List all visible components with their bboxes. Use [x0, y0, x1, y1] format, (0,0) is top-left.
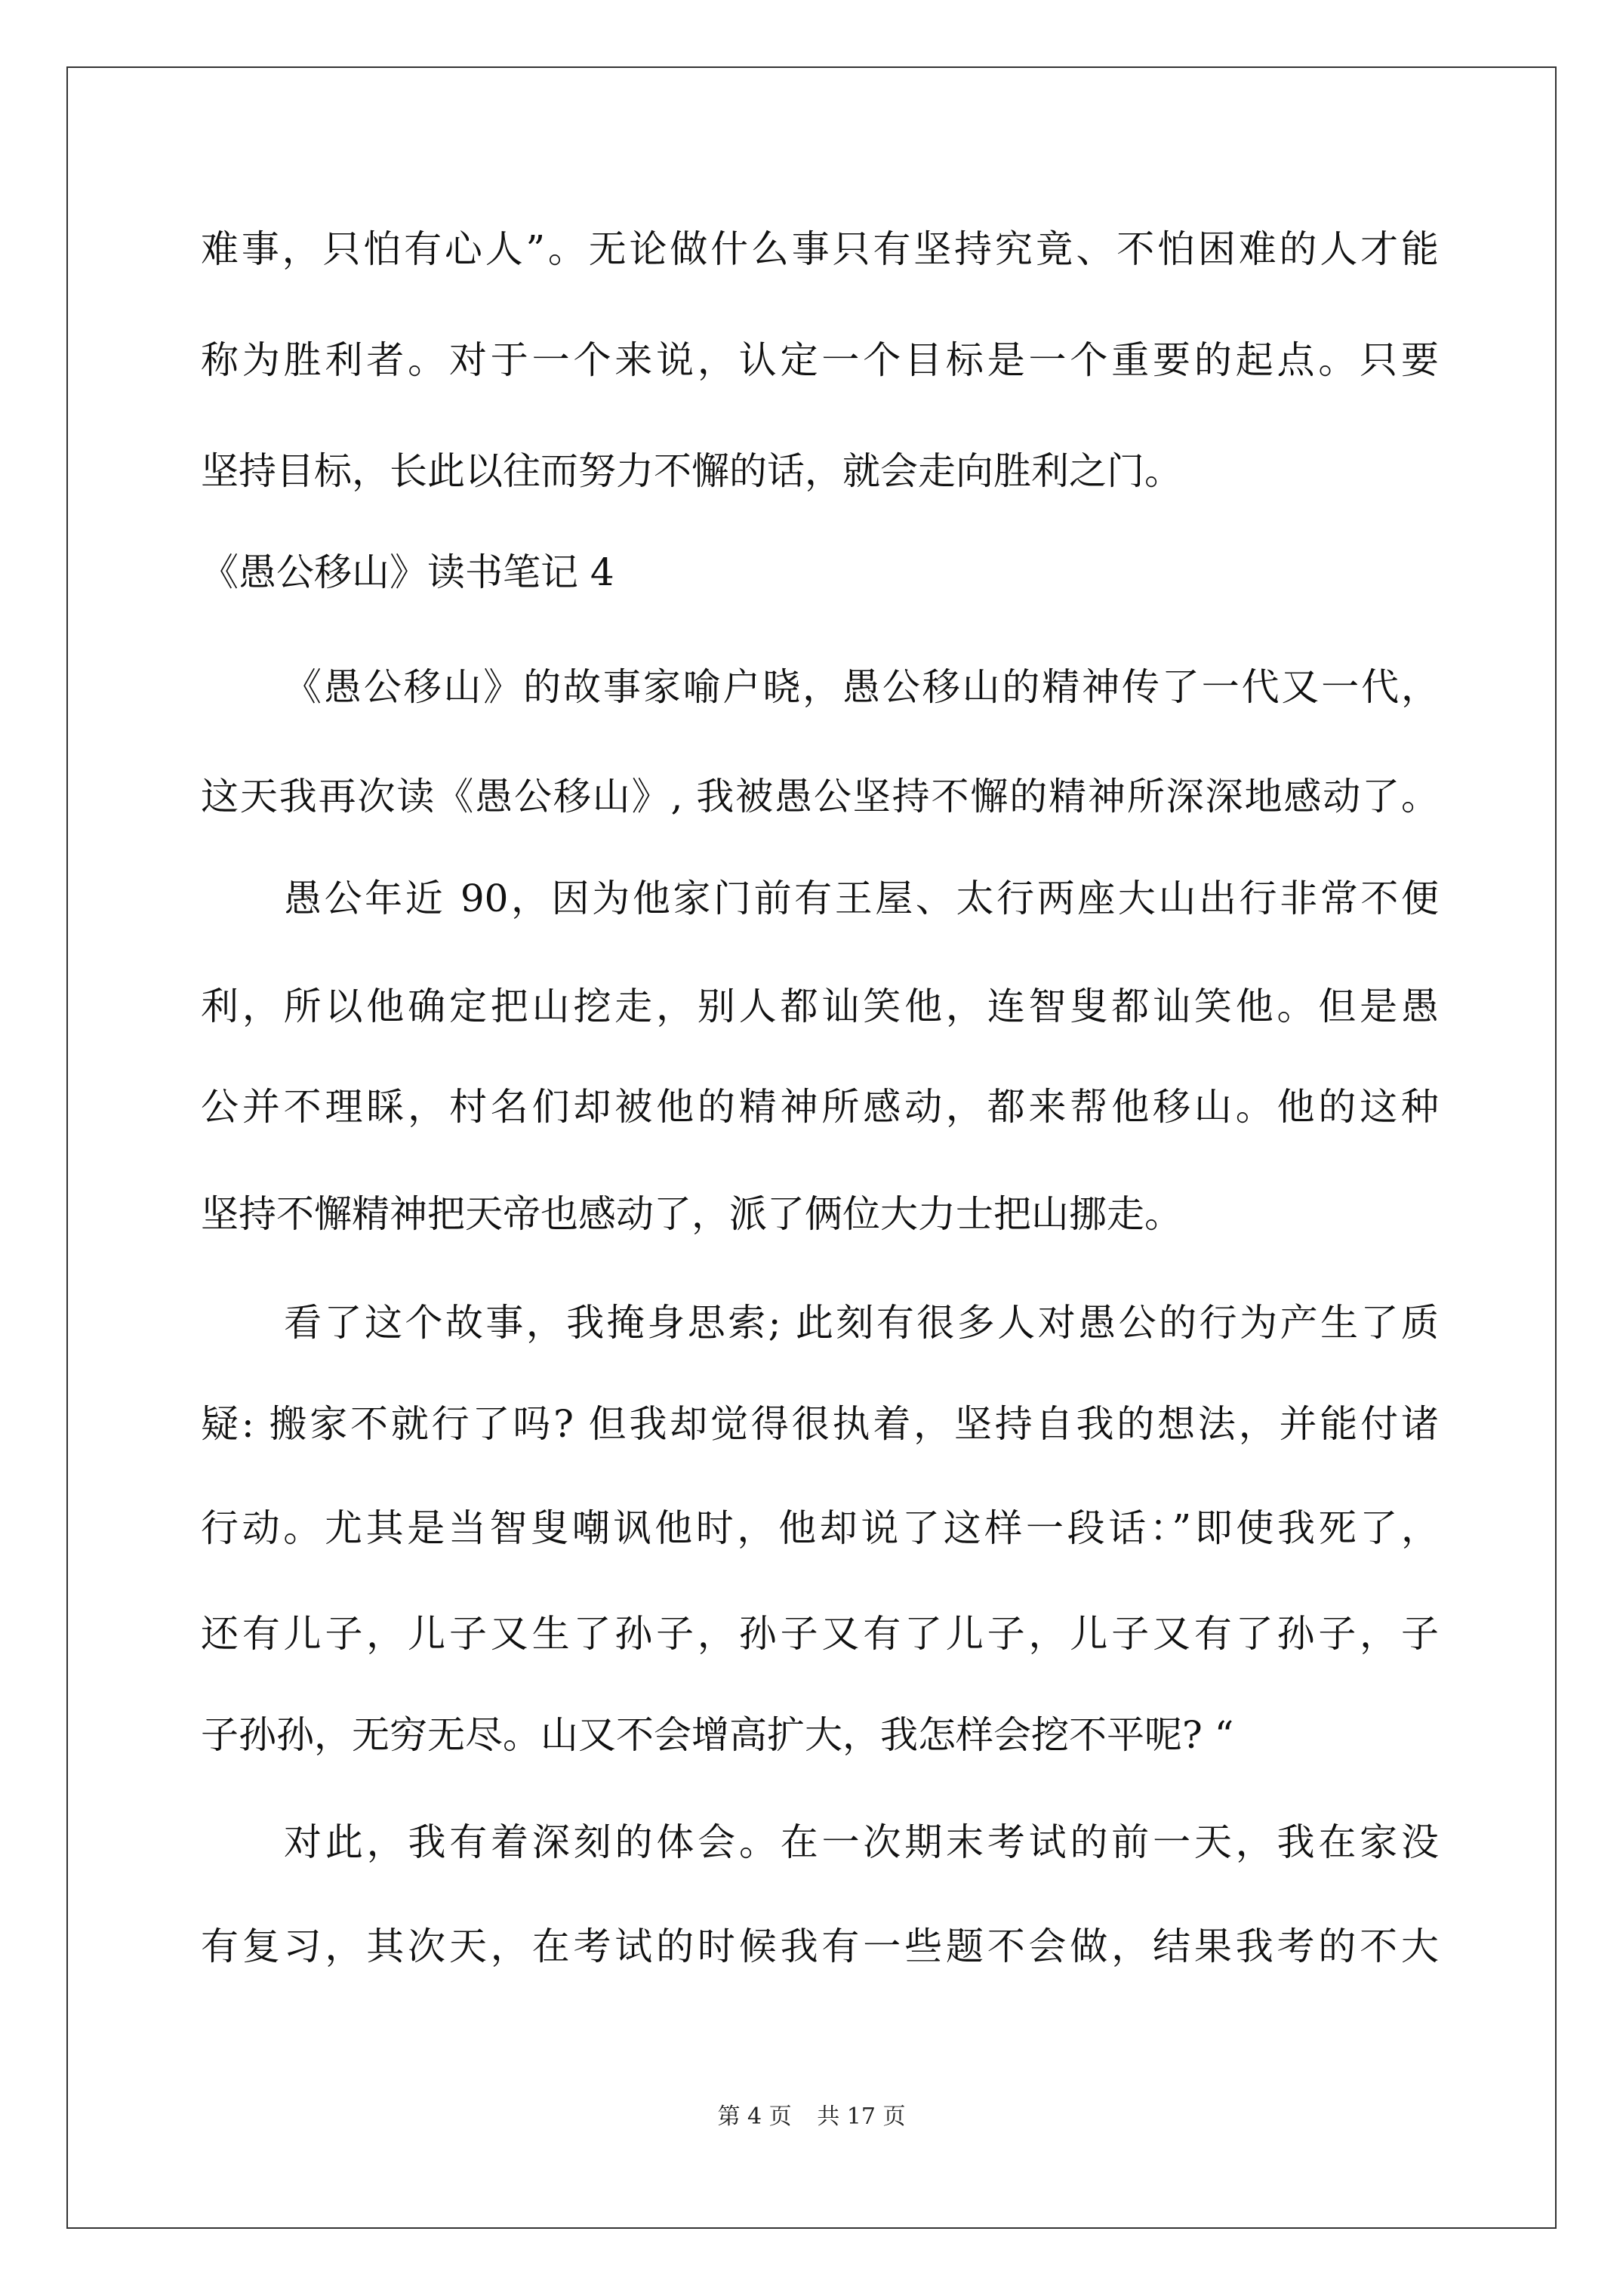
text-line: 对此，我有着深刻的体会。在一次期末考试的前一天，我在家没 — [284, 1820, 1439, 1864]
text-line: 有复习，其次天，在考试的时候我有一些题不会做，结果我考的不大 — [201, 1925, 1439, 1968]
text-line: 愚公年近 90，因为他家门前有王屋、太行两座大山出行非常不便 — [284, 877, 1439, 920]
text-line: 这天我再次读《愚公移山》, 我被愚公坚持不懈的精神所深深地感动了。 — [201, 775, 1439, 818]
text-line: 还有儿子，儿子又生了孙子，孙子又有了儿子，儿子又有了孙子，子 — [201, 1612, 1439, 1656]
section-heading: 《愚公移山》读书笔记 4 — [201, 550, 614, 594]
text-line: 看了这个故事，我掩身思索; 此刻有很多人对愚公的行为产生了质 — [284, 1301, 1439, 1345]
text-line: 利，所以他确定把山挖走，别人都讪笑他，连智叟都讪笑他。但是愚 — [201, 985, 1439, 1028]
page-footer — [0, 2102, 1623, 2132]
text-line: 公并不理睬，村名们却被他的精神所感动，都来帮他移山。他的这种 — [201, 1085, 1439, 1129]
text-line: 称为胜利者。对于一个来说，认定一个目标是一个重要的起点。只要 — [201, 338, 1439, 382]
text-line: 坚持目标，长此以往而努力不懈的话，就会走向胜利之门。 — [201, 449, 1182, 493]
page-total: 共 17 页 — [817, 2103, 906, 2130]
text-line: 行动。尤其是当智叟嘲讽他时，他却说了这样一段话：”即使我死了， — [201, 1506, 1439, 1550]
text-line: 子孙孙，无穷无尽。山又不会增高扩大，我怎样会挖不平呢? “ — [201, 1713, 1234, 1757]
text-line: 《愚公移山》的故事家喻户晓，愚公移山的精神传了一代又一代， — [284, 665, 1439, 709]
text-line: 坚持不懈精神把天帝也感动了，派了俩位大力士把山挪走。 — [201, 1192, 1182, 1236]
page-border — [66, 66, 1557, 2229]
page-number: 第 4 页 — [717, 2103, 792, 2130]
text-line: 疑: 搬家不就行了吗? 但我却觉得很执着，坚持自我的想法，并能付诸 — [201, 1402, 1439, 1446]
text-line: 难事，只怕有心人”。无论做什么事只有坚持究竟、不怕困难的人才能 — [201, 227, 1439, 271]
